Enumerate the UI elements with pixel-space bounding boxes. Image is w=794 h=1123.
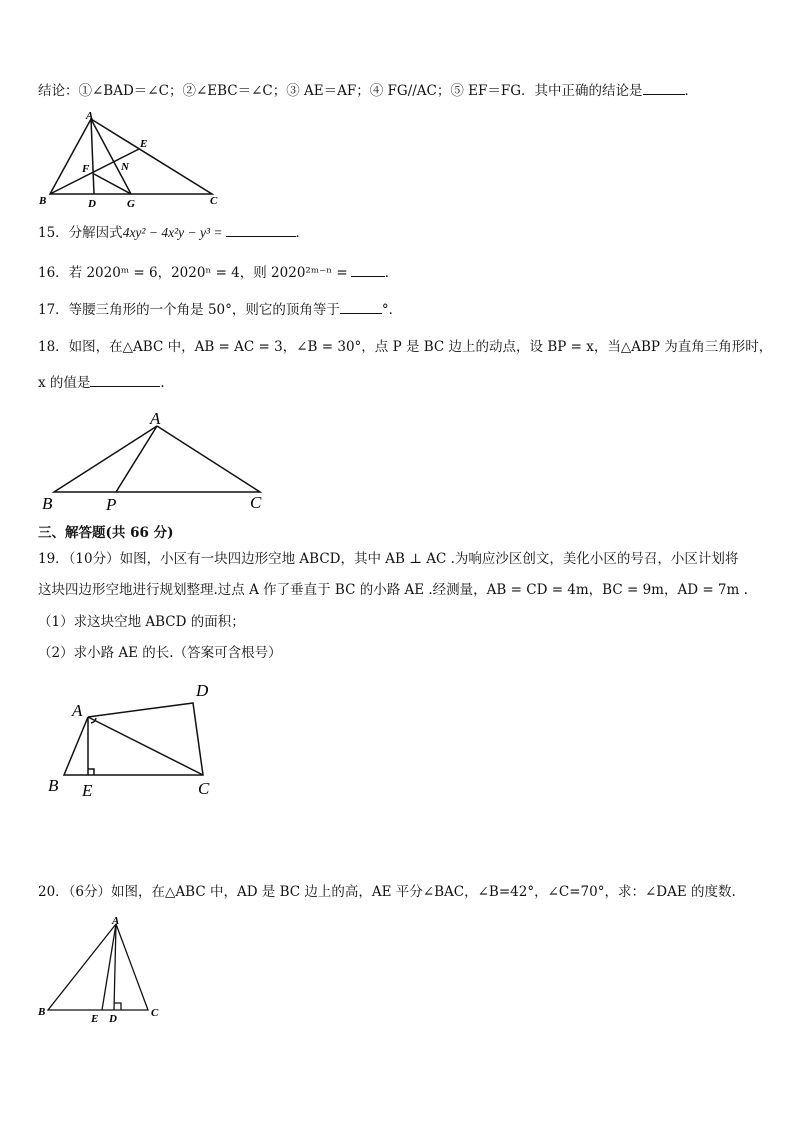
q15-answer-blank [226,224,296,237]
q19-part2: （2）求小路 AE 的长.（答案可含根号） [38,645,282,661]
q20-label-a: A [112,915,120,927]
q20-label-b: B [38,1006,46,1018]
q19-label-a: A [72,701,83,720]
q19-label-d: D [196,681,209,700]
q14-label-e: E [140,138,148,150]
q14-label-n: N [121,161,129,173]
q18-label-a: A [150,409,161,428]
q18-line1 [38,338,772,356]
q14-label-a: A [86,110,94,122]
q18-label-c: C [250,493,262,512]
q16-end: ． [384,265,399,281]
q17-end: °． [381,302,403,318]
q20-label-e: E [91,1013,99,1025]
q14-conclusion [38,82,698,100]
q14-end: ． [684,83,699,99]
q19-line2: 这块四边形空地进行规划整理.过点 A 作了垂直于 BC 的小路 AE .经测量，AB = CD = 4m，BC = 9m，AD = 7m . [38,582,748,598]
q14-label-c: C [210,195,218,207]
q14-label-g: G [127,198,135,210]
q17-answer-blank [340,301,382,314]
q15-text: 15．分解因式 [38,225,123,241]
q19-figure [40,680,230,800]
q18-answer-blank [90,374,160,387]
q20: 20．（6分）如图，在△ABC 中，AD 是 BC 边上的高，AE 平分∠BAC，∠B=42°，∠C=70°，求：∠DAE 的度数. [38,884,736,900]
q14-conclusion-text: 结论：①∠BAD＝∠C；②∠EBC＝∠C；③ AE＝AF；④ FG//AC；⑤ EF＝FG．其中正确的结论是 [38,83,643,99]
q18-line2 [38,374,165,392]
q16 [38,264,398,282]
q18-text: 18．如图，在△ABC 中，AB = AC = 3，∠B = 30°，点 P 是 BC 边上的动点，设 BP = x，当△ABP 为直角三角形时， [38,339,773,355]
q19-line1: 19．（10分）如图，小区有一块四边形空地 ABCD，其中 AB ⊥ AC .为响应沙区创文，美化小区的号召，小区计划将 [38,551,739,567]
q19-part1: （1）求这块空地 ABCD 的面积； [38,614,245,630]
q18-figure [36,408,276,518]
q15 [38,224,309,242]
q14-label-d: D [88,198,96,210]
q18-text-2: x 的值是 [38,375,91,391]
q14-answer-blank [643,82,685,95]
q14-figure [36,110,226,210]
section-3-title: 三、解答题(共 66 分) [38,525,174,541]
q19-label-b: B [48,776,59,795]
q16-answer-blank [351,264,385,277]
q19-label-e: E [82,781,93,800]
q15-expression: 4xy² − 4x²y − y³ = [122,225,223,240]
q18-end: . [160,375,165,391]
q17-text: 17．等腰三角形的一个角是 50°，则它的顶角等于 [38,302,340,318]
q20-label-c: C [151,1007,159,1019]
q19-label-c: C [198,779,210,798]
q20-figure [36,912,176,1032]
q18-label-b: B [42,494,53,513]
q18-label-p: P [106,495,117,514]
q17 [38,301,402,319]
q16-text: 16．若 2020ᵐ = 6，2020ⁿ = 4，则 2020²ᵐ⁻ⁿ = [38,265,348,281]
q20-label-d: D [109,1013,117,1025]
q14-label-f: F [82,163,90,175]
q15-end: ． [295,225,309,241]
q14-label-b: B [39,195,47,207]
